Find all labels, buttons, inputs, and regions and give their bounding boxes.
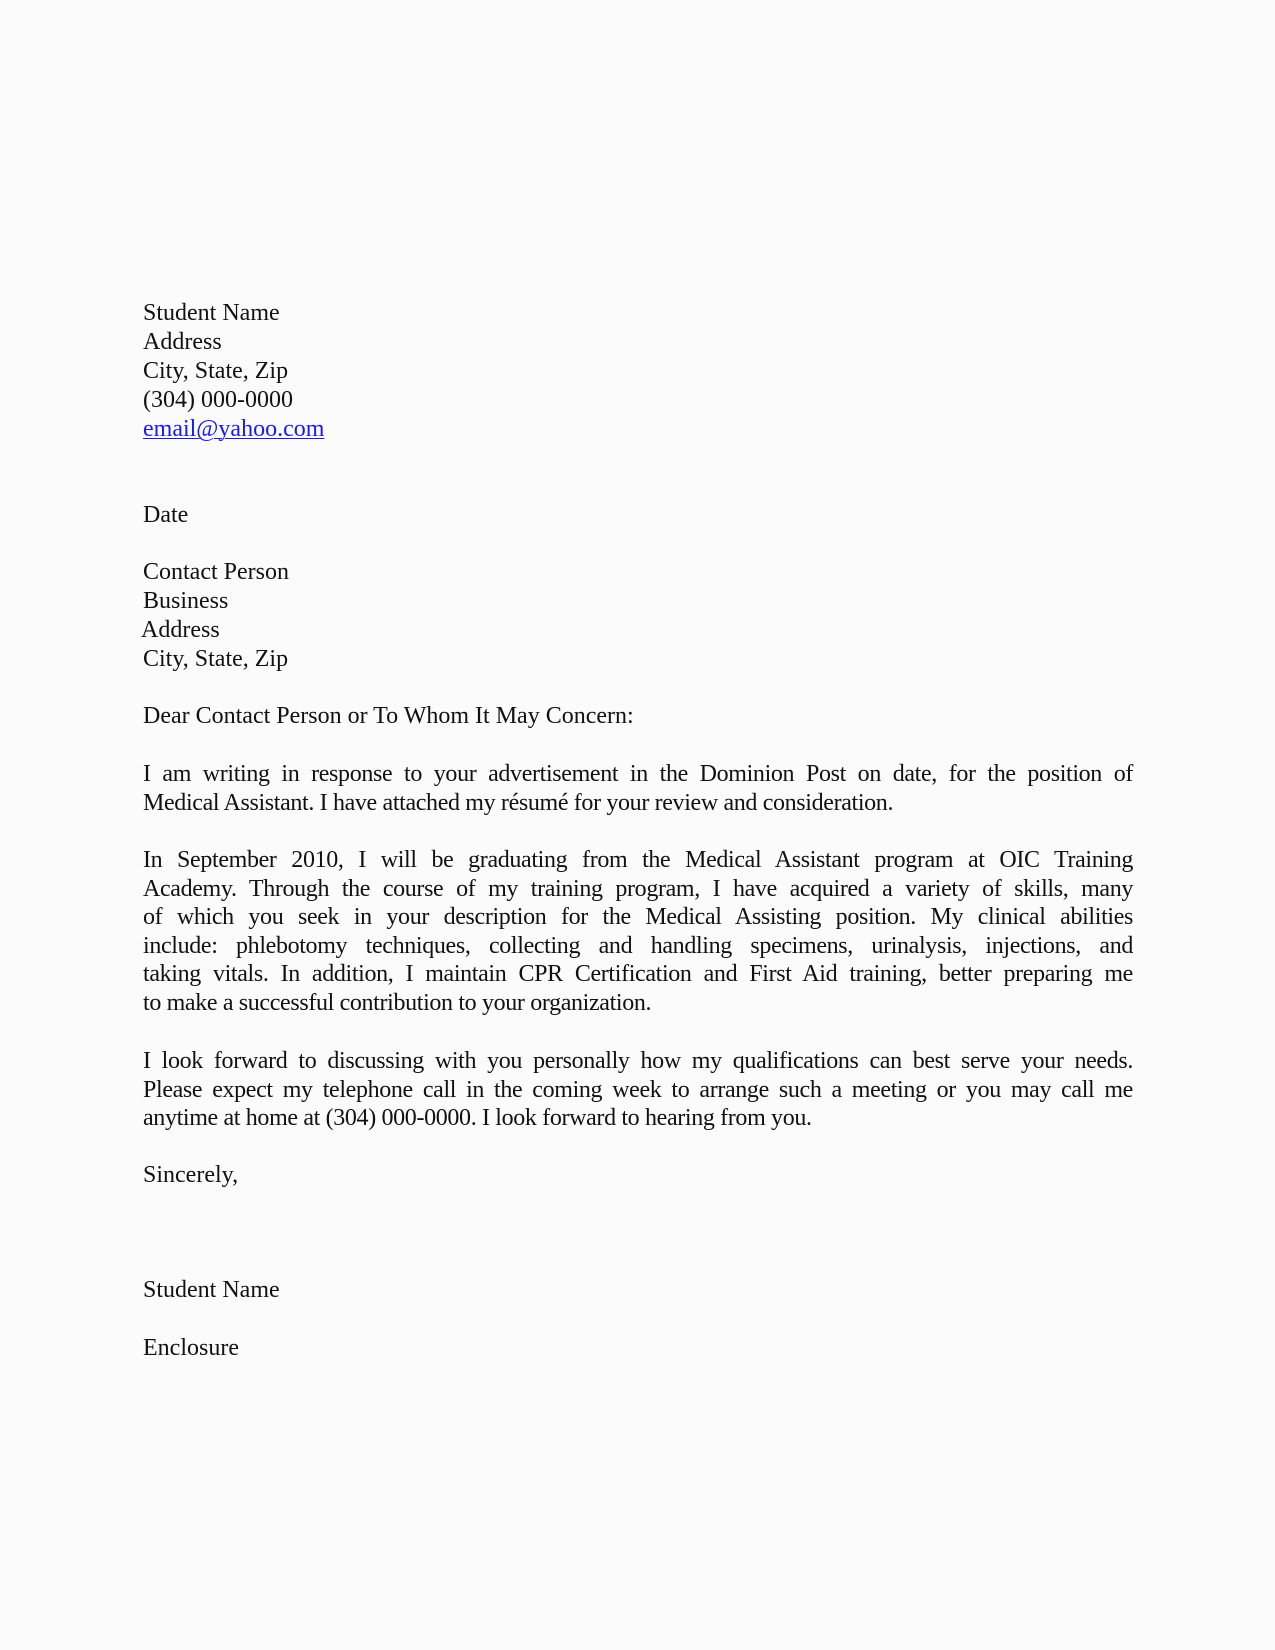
recipient-city-state-zip: City, State, Zip: [143, 646, 289, 672]
letter-date: Date: [143, 502, 189, 528]
recipient-business: Business: [143, 588, 229, 614]
paragraph-line: Please expect my telephone call in the coming week to arrange such a meeting or you may call me: [143, 1076, 1133, 1103]
paragraph-line: In September 2010, I will be graduating from the Medical Assistant program at OIC Training: [143, 847, 1133, 873]
enclosure-note: Enclosure: [143, 1335, 239, 1361]
paragraph-line: to make a successful contribution to your organization.: [143, 989, 652, 1016]
sender-name: Student Name: [143, 300, 280, 326]
recipient-address: Address: [141, 617, 220, 643]
sender-phone: (304) 000-0000: [143, 387, 293, 413]
paragraph-line: Academy. Through the course of my training program, I have acquired a variety of skills, many: [143, 875, 1133, 902]
sender-address: Address: [143, 329, 222, 355]
paragraph-line: Medical Assistant. I have attached my résumé for your review and consideration.: [143, 789, 894, 816]
paragraph-line: taking vitals. In addition, I maintain CPR Certification and First Aid training, better preparing me: [143, 961, 1133, 988]
paragraph-line: of which you seek in your description for the Medical Assisting position. My clinical abilities: [143, 904, 1133, 931]
body-paragraph-3: [143, 1047, 1133, 1133]
body-paragraph-1: [143, 760, 1133, 817]
sender-email-link[interactable]: email@yahoo.com: [143, 416, 325, 442]
salutation: Dear Contact Person or To Whom It May Concern:: [143, 703, 634, 729]
sender-email-row: [143, 415, 324, 444]
paragraph-line: include: phlebotomy techniques, collecting and handling specimens, urinalysis, injections, and: [143, 932, 1133, 959]
paragraph-line: anytime at home at (304) 000-0000. I look forward to hearing from you.: [143, 1105, 812, 1132]
recipient-contact-person: Contact Person: [143, 559, 289, 585]
closing: Sincerely,: [143, 1162, 239, 1188]
body-paragraph-2: [143, 846, 1133, 1018]
sender-city-state-zip: City, State, Zip: [143, 358, 289, 384]
paragraph-line: I am writing in response to your advertisement in the Dominion Post on date, for the position of: [143, 761, 1133, 787]
paragraph-line: I look forward to discussing with you personally how my qualifications can best serve your needs.: [143, 1048, 1133, 1074]
signature-name: Student Name: [143, 1277, 280, 1303]
